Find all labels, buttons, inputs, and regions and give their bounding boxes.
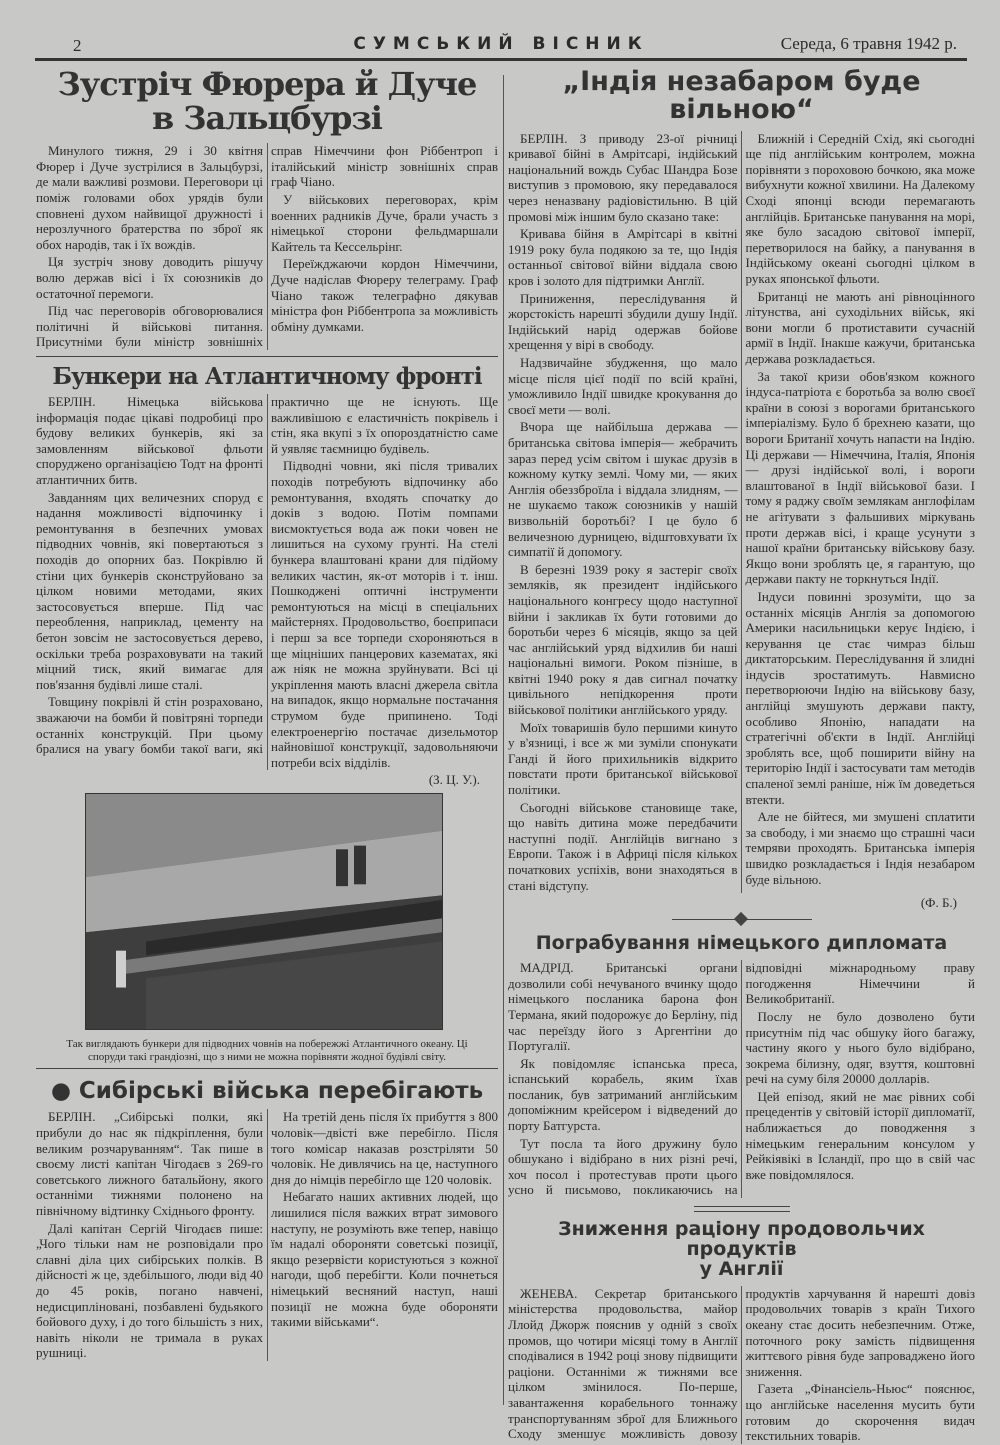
paragraph: ЖЕНЕВА. Секретар британського міністерства продовольства, майор Ллойд Джорж пояснив у одній з своїх промов, що чотири місяці тому в Англії сподівалися в 1942 році знову підвищити раціони. Останніми ж тижнями все цілком змінилося. По-перше, завантаження корабельного тоннажу транспортуванням зброї для Ближнього Сходу зменшує можливість довозу продуктів харчування й нарешті довіз продовольчих товарів з країн Тихого океану стає досить небезпечним. Отже, поточного року замість підвищення життєвого рівня буде запроваджено його зниження. xyxy=(508,1285,975,1442)
column-divider xyxy=(503,75,504,1405)
ornament-divider xyxy=(672,914,812,926)
paragraph: Вчора ще найбільша держава — британська світова імперія— жебрачить зараз перед усім світом і шукає друзів в кожному кутку землі. Чому ми, — яких Англія обеззброїла і віддала злидням, — не шукаємо також союзників у нашій визвольній боротьбі? І це було б величезною дурницею, відштовхувати їх симпатії й допомогу. xyxy=(508,419,738,560)
paragraph: Небагато наших активних людей, що лишилися після важких втрат зимового наступу, не розуміють вже тепер, навіщо їм надалі обороняти советські позиції, якщо резервісти користуються з кожної нагоди, щоб перебігти. Коли почнеться німецький весняний наступ, наші позиції не можна буде обороняти такими військами“. xyxy=(271,1189,498,1330)
headline-line: Зниження раціону продовольчих продуктів xyxy=(558,1218,925,1260)
article-body xyxy=(508,1286,975,1444)
left-half xyxy=(36,65,498,1361)
paragraph: Далі капітан Сергій Чігодаєв пише: „Чого тільки нам не розповідали про славні діла цих сибірських полків. В дійсності ж це, здебільшого, люди від 40 до 45 років, погано навчені, недисципліновані, позбавлені будьякого бойового духу, і до того більшість з них, навіть ніколи не тримала в руках рушниці. xyxy=(36,1220,263,1361)
article-body xyxy=(508,131,975,894)
paragraph: Приниження, переслідування й жорстокість нарешті збудили душу Індії. Індійський нарід одержав бойове хрещення у вірі в свободу. xyxy=(508,290,738,353)
headline-line: в Зальцбурзі xyxy=(152,98,382,137)
page-number: 2 xyxy=(73,36,82,55)
article-rations xyxy=(508,1220,975,1444)
divider xyxy=(36,1068,498,1069)
headline-line: Зустріч Фюрера й Дуче xyxy=(57,65,477,103)
paragraph: Підводні човни, які після тривалих походів потребують відпочинку або ремонтування, входять спочатку до доків з водою. Потім помпами висмоктується вода аж поки човен не лишиться на сухому грунті. На стелі бункера влаштовані крани для підйому великих частин, як-от моторів і т. інш. Пошкоджені оптичні інструменти ремонтуються на місці в спеціальних майстернях. Продовольство, боєприпаси і перш за все торпеди схороняються в ще міцніших панцерових казематах, які аж ніяк не можна зруйнувати. Всі ці укріплення мають власні джерела світла на випадок, якщо нормальне постачання струмом буде припинено. Тоді електроенергію постачає дизельмотор найновішої конструкції, задовольняючи потреби всіх відділів. xyxy=(271,458,498,770)
paragraph: БЕРЛІН. З приводу 23-ої річниці кривавої бійні в Амрітсарі, індійський національний вождь Субас Шандра Бозе виступив з промовою, яку передавалося через неназвану радіовістильню. В цій промові між іншим було сказано таке: xyxy=(508,130,738,224)
paragraph: Переїжджаючи кордон Німеччини, Дуче надіслав Фюреру телеграму. Граф Чіано також телеграфно дякував міністра фон Ріббентропа за можливість обміну думками. xyxy=(271,256,498,334)
paragraph: За такої кризи обов'язком кожного індуса-патріота є боротьба за волю своєї країни в союзі з ворогами британського імперіалізму. Було б брехнею казати, що вороги Британії хочуть напасти на Індію. Ці держави — Німеччина, Італія, Японія — друзі індійської волі, і вороги влаштованої в Індії військової бази. І тому я раджу своїм землякам англофілам не агітувати з фальшивих міркувань проти держав вісі, і краще усунути з нашої країни британську військову базу. Якщо вони зроблять це, я гарантую, що держави пакту не торкнуться Індії. xyxy=(745,368,975,587)
ornament-divider xyxy=(694,1206,790,1212)
paragraph: Ближній і Середній Схід, які сьогодні ще під англійським контролем, можна порівняти з пороховою бочкою, яка може вибухнути кожної хвилини. На Далекому Сході японці всюди перемагають англійців. Британське панування на морі, яке було засадою світової імперії, перетворилося на байку, а панування в Індійському океані сьогодні цілком в руках японської фльоти. xyxy=(745,130,975,287)
bullet-icon: ● xyxy=(50,1078,79,1105)
bunker-photo-image xyxy=(86,794,442,1029)
article-body xyxy=(36,394,498,770)
divider xyxy=(36,356,498,357)
headline-line: у Англії xyxy=(699,1257,784,1280)
paragraph: На третій день після їх прибуття з 800 чоловік—двісті вже перебігло. Після того комісар наказав розстріляти 50 чоловік. Не дивлячись на це, наступного дня до німців перебігло ще 120 чоловік. xyxy=(271,1109,498,1187)
paragraph: Але не бійтеся, ми змушені сплатити за свободу, і ми знаємо що страшні часи темряви проходять. Британська імперія швидко розкладається і Індія незабаром буде вільною. xyxy=(745,809,975,887)
article-body xyxy=(508,960,975,1198)
paragraph: Надзвичайне збудження, що мало місце після цієї події по всій країні, уможливило Індії швидке крокування до своєї мети — волі. xyxy=(508,355,738,417)
paragraph: Газета „Фінансіель-Ньюс“ пояснює, що англійське населення мусить бути готовим до скорочення видач текстильних товарів. xyxy=(745,1381,975,1444)
paragraph: Цей епізод, який не має рівних собі прецедентів у світовій історії дипломатії, наближається до поводження з німецьким генеральним консулом у Рейкіявікі в Ісландії, про що в свій час вже повідомлялося. xyxy=(745,1088,975,1182)
issue-date: Середа, 6 травня 1942 р. xyxy=(780,34,957,53)
headline xyxy=(36,1079,498,1103)
article-bunkers xyxy=(36,362,498,788)
article-robbery xyxy=(508,934,975,1198)
paragraph: Британці не мають ані рівноцінного літунства, ані суходільних військ, які вони могли б протиставити сучасній армії в Індії. Інакше кажучи, британська держава розкладається. xyxy=(745,288,975,366)
paragraph: Кривава бійня в Амрітсарі в квітні 1919 року була подякою за те, що Індія останньої світової війни віддала свою кров і золото для підтримки Англії. xyxy=(508,226,738,289)
headline: „Індія незабаром буде вільною“ xyxy=(562,66,921,126)
paragraph: У військових переговорах, крім военних радників Дуче, брали участь з німецької сторони фельдмаршали Кайтель та Кессельрінг. xyxy=(271,191,498,254)
paragraph: В березні 1939 року я застеріг своїх земляків, як президент індійського національного конгресу щодо наступної війни і закликав їх бути готовими до боротьби через 6 місяців, якщо за цей час англійський уряд відхилив би наші національні вимоги. Роком пізніше, в квітні 1940 року я дав сигнал початку цивільного непідкорення проти військової політики англійського уряду. xyxy=(508,561,738,718)
paragraph: Під час переговорів обговорювалися політичні й військові питання. Присутніми були міністр зовнішніх справ Німеччини фон Ріббентроп і італійський міністр зовнішніх справ граф Чіано. xyxy=(36,143,498,350)
headline: Пограбування німецького дипломата xyxy=(535,932,948,955)
paragraph: Завданням цих величезних споруд є надання можливості відпочинку і ремонтування в безпечних умовах підводних човнів, які повертаються з походів до опорних баз. Покрівлю й стіни цих бункерів сконструйовано за цілком новими методами, яких застосовується вперше. Під час переоблення, наприклад, цементу на бетон зовсім не застосовується дерево, оскільки треба розраховувати на такий міцний тиск, який вимагає для пов'язання будівлі лише сталі. xyxy=(36,489,263,692)
headline xyxy=(36,65,498,137)
paragraph: Тут посла та його дружину було обшукано і відібрано в них різні речі, хоч посол і протестував проти цього усно й письмово, покликаючись на відповідні міжнародньому праву погодження Німеччини й Великобританії. xyxy=(508,960,975,1198)
paragraph: МАДРІД. Британські органи дозволили собі нечуваного вчинку щодо німецького посланика барона фон Термана, який подорожує до Берліну, під час переїзду його з Аргентіни до Португалії. xyxy=(508,960,738,1054)
paragraph: Як повідомляє іспанська преса, іспанський корабель, яким їхав посланик, був затриманий англійським допоміжним крейсером і відведений до порту Батгурста. xyxy=(508,1055,738,1134)
paragraph: Послу не було дозволено бути присутнім під час обшуку його багажу, частину якого у нього було відібрано, зокрема білизну, одяг, взуття, коштовні речі на суму біля 20000 долларів. xyxy=(745,1008,975,1087)
paragraph: БЕРЛІН. Німецька військова інформація подає цікаві подробиці про будову великих бункерів, які за замовленням військової фльоти споруджено організацією Тодт на фронті атлантичних битв. xyxy=(36,394,263,488)
paragraph: Індуси повинні зрозуміти, що за останніх місяців Англія за допомогою Америки насильницьки керує Індією, і керування це стає чимраз більш диктаторським. Переслідування й злидні індусів зростатимуть. Навмисно перетворюючи Індію на військову базу, англійці змушують держави пакту, особливо Японію, нападати на стратегічні об'єкти в Індії. Англійці зроблять все, щоб поширити війну на територію Індії і застосувати там методів спаленої землі раніше, ніж їм доведеться втекти. xyxy=(745,588,975,807)
paragraph: Товщину покрівлі й стін розраховано, зважаючи на бомби й повітряні торпеди останніх конструкцій. При цьому бралися на увагу бомби такої ваги, які практично ще не існують. Ще важливішою є еластичність покрівель і стін, яка вкупі з їх опороздатністю саме й уявляє таємницю будівель. xyxy=(36,394,498,757)
photo-caption: Так виглядають бункери для підводних човнів на побережжі Атлантичного океану. Ці споруди такі грандіозні, що з ними не можна порівняти жодної будівлі світу. xyxy=(66,1038,468,1064)
paragraph: БЕРЛІН. „Сибірські полки, які прибули до нас як підкріплення, були великим розчаруванням“. Так пише в своєму листі капітан Чігодаєв з 269-го советського лижного батальйону, якого останніми тижнями полонено на північному відтинку Східнього фронту. xyxy=(36,1109,263,1218)
article-body xyxy=(36,143,498,350)
paragraph: Сьогодні військове становище таке, що навіть дитина може передбачити наступні події. Англійців вигнано з Европи. Також і в Африці після кількох початкових успіхів, вони знаходяться в стані відступу. xyxy=(508,799,738,893)
author-signature: (З. Ц. У.). xyxy=(428,772,480,788)
bunker-photo xyxy=(85,793,443,1030)
masthead xyxy=(35,34,967,61)
paragraph: Моїх товаришів було першими кинуто у в'язниці, і все ж ми зуміли спонукати Ганді й його прихильників відкрито повстати проти британської військової політики. xyxy=(508,719,738,798)
headline: Бункери на Атлантичному фронті xyxy=(52,362,482,390)
headline xyxy=(508,1220,975,1280)
article-india xyxy=(508,68,975,910)
newspaper-title: СУМСЬКИЙ ВІСНИК xyxy=(353,34,649,54)
right-half xyxy=(508,68,975,1444)
author-signature: (Ф. Б.) xyxy=(920,895,957,911)
article-siberian xyxy=(36,1079,498,1361)
article-body xyxy=(36,1109,498,1361)
headline-text: Сибірські війська перебігають xyxy=(78,1078,484,1105)
article-meeting xyxy=(36,65,498,350)
paragraph: Минулого тижня, 29 і 30 квітня Фюрер і Дуче зустрілися в Зальцбурзі, де мали важливі розмови. Переговори ці поміж головами обох урядів були сповнені духом найвищої дружності і нерозлучного братерства по зброї як обох народів, так і їх вождів. xyxy=(36,143,263,252)
paragraph: Ця зустріч знову доводить рішучу волю держав вісі і їх союзників до остаточної перемоги. xyxy=(36,254,263,301)
